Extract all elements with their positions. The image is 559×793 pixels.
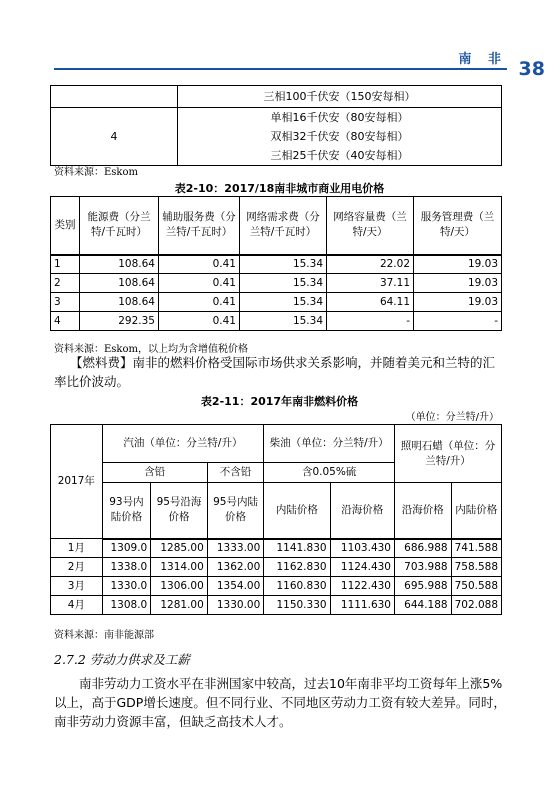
header-cell: 不含铅	[207, 463, 264, 483]
table-cell: 0.41	[159, 312, 240, 331]
table-cell: 644.188	[395, 596, 452, 615]
table1-cell	[178, 108, 502, 166]
header-cell: 汽油（单位：分兰特/升）	[102, 425, 264, 463]
table-cell: 1308.0	[102, 596, 151, 615]
table-cell: 1124.430	[330, 558, 394, 577]
table-cell: 108.64	[80, 255, 159, 274]
header-cell: 含铅	[102, 463, 207, 483]
table-cell: 19.03	[414, 274, 502, 293]
table-cell: 1111.630	[330, 596, 394, 615]
table-cell: 1150.330	[264, 596, 330, 615]
table-cell: 19.03	[414, 293, 502, 312]
table-cell: 3	[51, 293, 80, 312]
table-cell: 1354.00	[207, 577, 264, 596]
header-cell: 沿海价格	[330, 483, 394, 539]
header-cell: 能源费（分兰特/千瓦时）	[80, 197, 159, 255]
header-cell: 内陆价格	[264, 483, 330, 539]
table-cell: 0.41	[159, 293, 240, 312]
table-cell: 2月	[51, 558, 103, 577]
table1-line: 单相16千伏安（80安每相）	[270, 111, 409, 124]
header-cell: 类别	[51, 197, 80, 255]
header-cell: 2017年	[51, 425, 103, 539]
table-caption: 表2-10：2017/18南非城市商业用电价格	[174, 182, 385, 195]
table-cell: 1281.00	[151, 596, 208, 615]
header-cell: 93号内陆价格	[102, 483, 151, 539]
table-cell: 1306.00	[151, 577, 208, 596]
table1-cell: 4	[51, 108, 178, 166]
fuel-price-table	[50, 424, 502, 615]
table-cell: 3月	[51, 577, 103, 596]
table-cell: 108.64	[80, 274, 159, 293]
table-cell: 1月	[51, 539, 103, 558]
labor-paragraph: 南非劳动力工资水平在非洲国家中较高，过去10年南非平均工资每年上涨5%以上，高于GDP增长速度。但不同行业、不同地区劳动力工资有较大差异。同时，南非劳动力资源丰富，但缺乏高技术人才。	[54, 676, 506, 729]
table-cell: 1103.430	[330, 539, 394, 558]
table-cell: 0.41	[159, 255, 240, 274]
table-cell: 4月	[51, 596, 103, 615]
table-cell: 4	[51, 312, 80, 331]
table-cell: -	[414, 312, 502, 331]
table-cell: 108.64	[80, 293, 159, 312]
table-cell: 1141.830	[264, 539, 330, 558]
table-cell: 15.34	[240, 312, 327, 331]
header-cell: 内陆价格	[451, 483, 501, 539]
header-cell: 辅助服务费（分兰特/千瓦时）	[159, 197, 240, 255]
header-cell: 沿海价格	[395, 483, 452, 539]
table-cell: 1309.0	[102, 539, 151, 558]
section-heading: 2.7.2 劳动力供求及工薪	[54, 652, 190, 667]
table1-cell	[51, 86, 178, 108]
table-cell: 64.11	[327, 293, 414, 312]
voltage-table	[50, 85, 502, 166]
table-cell: 758.588	[451, 558, 501, 577]
table-cell: 1330.0	[102, 577, 151, 596]
table-cell: 1362.00	[207, 558, 264, 577]
header-cell: 服务管理费（兰特/天）	[414, 197, 502, 255]
table-cell: 1285.00	[151, 539, 208, 558]
table-cell: 1162.830	[264, 558, 330, 577]
table-cell: 1160.830	[264, 577, 330, 596]
table-cell: 1	[51, 255, 80, 274]
table-cell: 0.41	[159, 274, 240, 293]
table-cell: 702.088	[451, 596, 501, 615]
unit-note: （单位：分兰特/升）	[405, 412, 499, 423]
electricity-price-table	[50, 196, 502, 331]
table-cell: 19.03	[414, 255, 502, 274]
source-note: 资料来源：Eskom，以上均为含增值税价格	[54, 344, 248, 355]
source-note: 资料来源：Eskom	[54, 167, 138, 178]
chapter-title: 南 非	[458, 52, 507, 67]
header-rule	[54, 68, 507, 70]
table-cell: 37.11	[327, 274, 414, 293]
header-cell: 网络需求费（分兰特/千瓦时）	[240, 197, 327, 255]
table-cell: 15.34	[240, 274, 327, 293]
table1-line: 双相32千伏安（80安每相）	[270, 130, 409, 143]
table-cell: 22.02	[327, 255, 414, 274]
table-cell: 2	[51, 274, 80, 293]
page-number: 38	[518, 58, 545, 80]
fuel-paragraph: 【燃料费】南非的燃料价格受国际市场供求关系影响，并随着美元和兰特的汇率比价波动。	[54, 355, 496, 389]
table-cell: -	[327, 312, 414, 331]
table-cell: 15.34	[240, 255, 327, 274]
table-cell: 741.588	[451, 539, 501, 558]
table-cell: 1122.430	[330, 577, 394, 596]
header-cell: 含0.05%硫	[264, 463, 395, 483]
table-caption: 表2-11：2017年南非燃料价格	[200, 395, 359, 408]
table-cell: 750.588	[451, 577, 501, 596]
source-note: 资料来源：南非能源部	[54, 630, 154, 641]
table-cell: 1333.00	[207, 539, 264, 558]
table-cell: 1338.0	[102, 558, 151, 577]
header-cell: 95号内陆价格	[207, 483, 264, 539]
table-cell: 1330.00	[207, 596, 264, 615]
table-cell: 1314.00	[151, 558, 208, 577]
table1-line: 三相25千伏安（40安每相）	[270, 149, 409, 162]
table1-cell: 三相100千伏安（150安每相）	[178, 86, 502, 108]
table-cell: 686.988	[395, 539, 452, 558]
table-cell: 695.988	[395, 577, 452, 596]
header-cell: 95号沿海价格	[151, 483, 208, 539]
header-cell: 照明石蜡（单位：分兰特/升）	[395, 425, 502, 483]
table-cell: 703.988	[395, 558, 452, 577]
table-cell: 292.35	[80, 312, 159, 331]
header-cell: 网络容量费（兰特/天）	[327, 197, 414, 255]
table-cell: 15.34	[240, 293, 327, 312]
header-cell: 柴油（单位：分兰特/升）	[264, 425, 395, 463]
